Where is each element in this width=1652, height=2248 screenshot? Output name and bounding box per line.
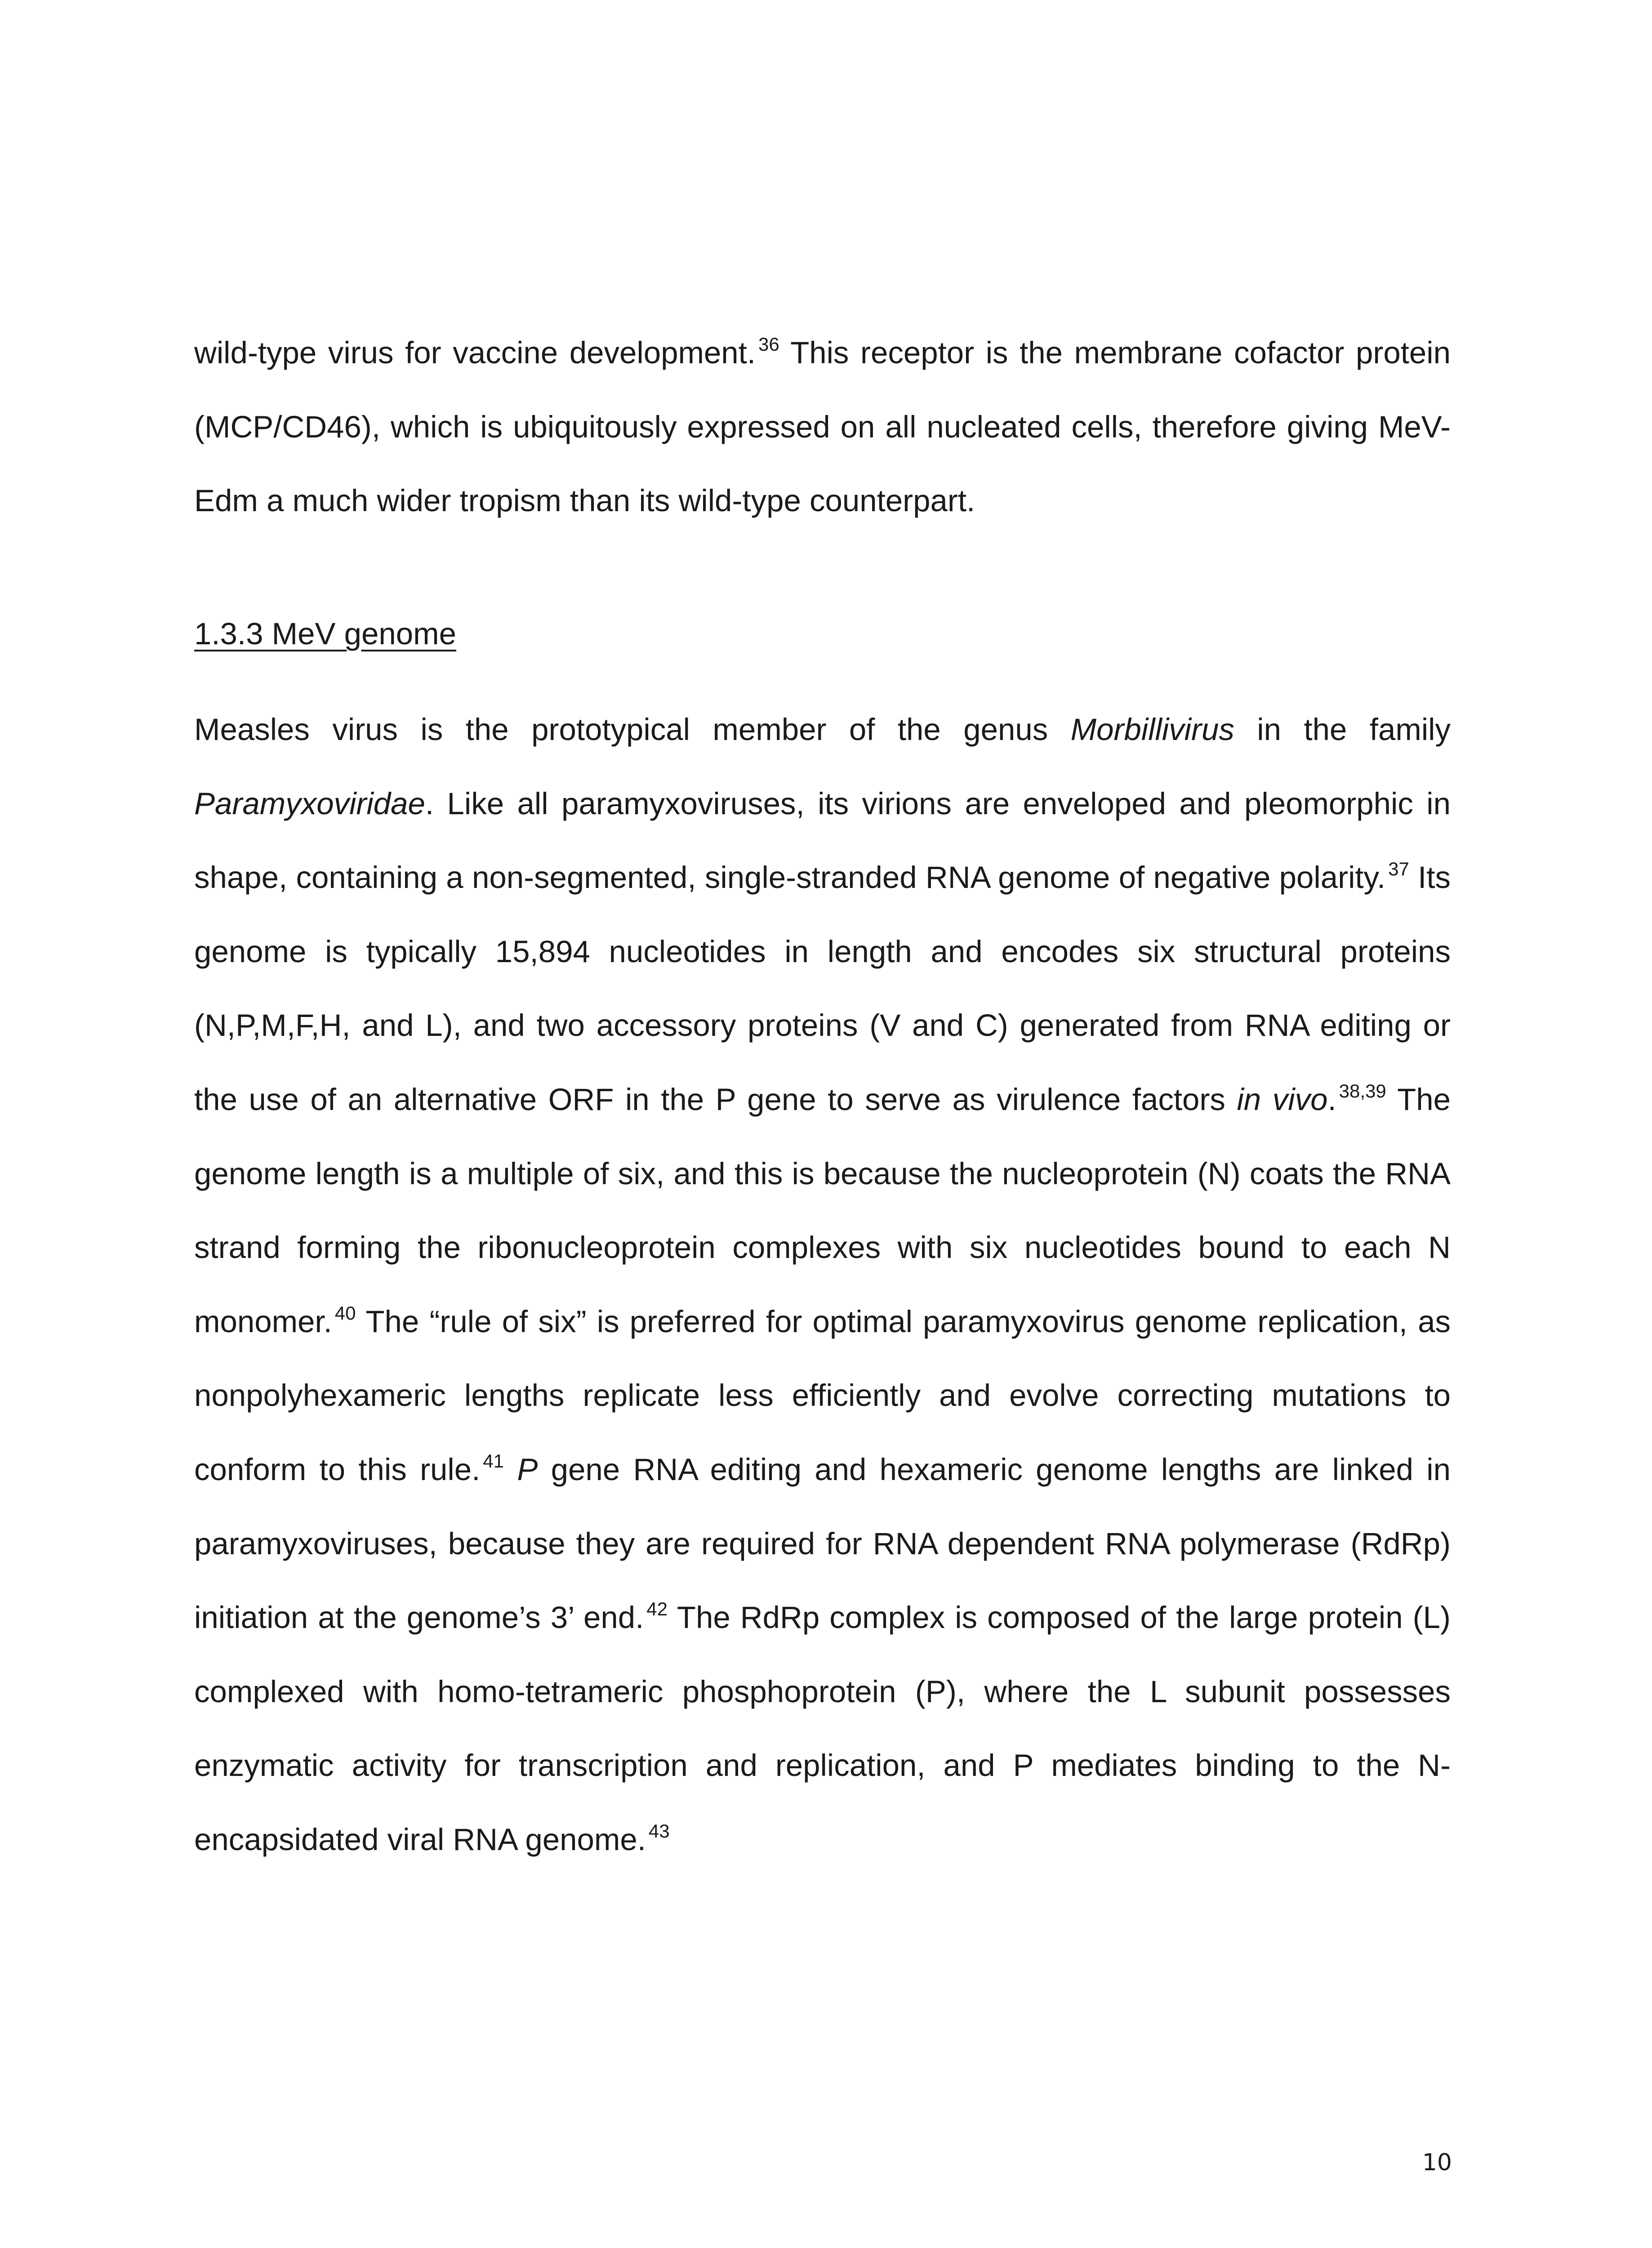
italic-p-gene: P [517,1452,538,1487]
paragraph-text: gene RNA editing and hexameric genome lengths are linked in paramyxoviruses, because they are required for RNA dependent RNA polymerase (RdRp) initiation at the genome’s 3’ end. [194,1452,1451,1635]
citation-41: 41 [483,1450,504,1472]
paragraph-text: . [1327,1082,1336,1117]
citation-43: 43 [648,1820,670,1842]
paragraph-text: The RdRp complex is composed of the large protein (L) complexed with homo-tetrameric phosphoprotein (P), where the L subunit possesses enzymatic activity for transcription and replication, and P mediates binding to the N-encapsidated viral RNA genome. [194,1600,1451,1857]
paragraph-genome [194,693,1451,1877]
paragraph-text: Its genome is typically 15,894 nucleotides in length and encodes six structural proteins (N,P,M,F,H, and L), and two accessory proteins (V and C) generated from RNA editing or the use of an alternative ORF in the P gene to serve as virulence factors [194,860,1451,1117]
page-number: 10 [1422,2149,1452,2176]
citation-36: 36 [758,334,779,355]
paragraph-text: This receptor is the membrane cofactor protein (MCP/CD46), which is ubiquitously expressed on all nucleated cells, therefore giving MeV-Edm a much wider tropism than its wild-type counterpart. [194,335,1451,518]
paragraph-text: Measles virus is the prototypical member of the genus [194,712,1071,747]
paragraph-text [504,1452,517,1487]
section-heading: 1.3.3 MeV genome [194,616,457,651]
paragraph-text: The genome length is a multiple of six, and this is because the nucleoprotein (N) coats the RNA strand forming the ribonucleoprotein complexes with six nucleotides bound to each N monomer. [194,1082,1451,1339]
paragraph-text: The “rule of six” is preferred for optimal paramyxovirus genome replication, as nonpolyhexameric lengths replicate less efficiently and evolve correcting mutations to conform to this rule. [194,1304,1451,1487]
citation-40: 40 [334,1302,356,1324]
italic-in-vivo: in vivo [1237,1082,1328,1117]
paragraph-receptor [194,316,1451,538]
citation-37: 37 [1388,858,1409,880]
paragraph-text: wild-type virus for vaccine development. [194,335,756,370]
citation-42: 42 [646,1598,668,1620]
italic-family: Paramyxoviridae [194,786,425,821]
italic-genus: Morbillivirus [1070,712,1234,747]
paragraph-text: . Like all paramyxoviruses, its virions are enveloped and pleomorphic in shape, containing a non-segmented, single-stranded RNA genome of negative polarity. [194,786,1451,895]
paragraph-text: in the family [1234,712,1451,747]
citation-38-39: 38,39 [1339,1080,1386,1102]
